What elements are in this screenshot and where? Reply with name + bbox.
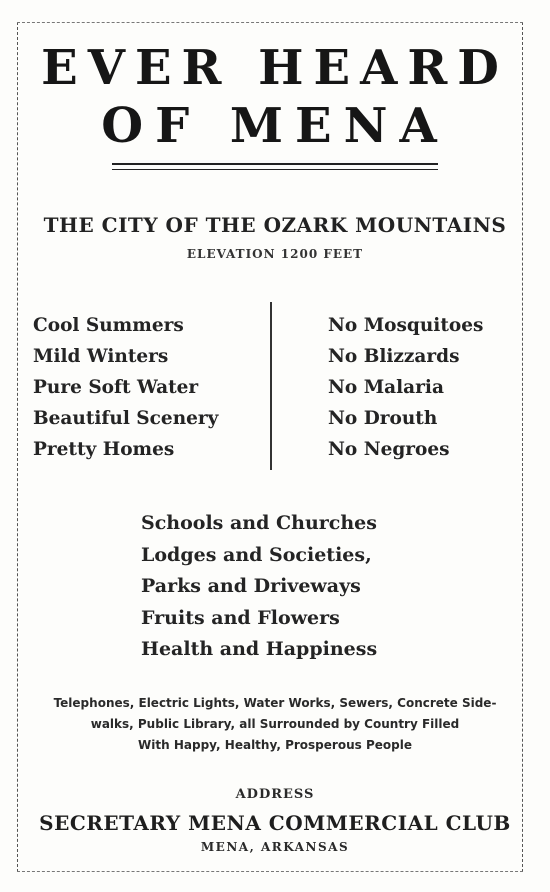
list-item: Parks and Driveways (141, 575, 361, 597)
headline-line-1: EVER HEARD (41, 40, 509, 96)
list-item: No Negroes (328, 439, 450, 460)
features-list-center (141, 508, 377, 666)
features-list-left (33, 310, 218, 465)
list-item: Schools and Churches (141, 512, 377, 534)
list-item: Beautiful Scenery (33, 408, 219, 429)
list-item: Fruits and Flowers (141, 606, 340, 629)
subtitle: THE CITY OF THE OZARK MOUNTAINS (43, 213, 507, 237)
list-item: No Malaria (328, 377, 444, 398)
list-item: Mild Winters (33, 346, 169, 367)
club-location: MENA, ARKANSAS (200, 840, 350, 854)
amenities-line: With Happy, Healthy, Prosperous People (138, 738, 412, 752)
list-item: Health and Happiness (141, 638, 378, 660)
double-rule-bottom (112, 169, 438, 170)
address-label: ADDRESS (235, 787, 315, 802)
list-item: Cool Summers (33, 315, 184, 336)
list-item: No Blizzards (328, 346, 460, 367)
column-divider (270, 302, 272, 470)
elevation-note: ELEVATION 1200 FEET (186, 247, 364, 261)
amenities-paragraph (20, 693, 530, 756)
list-item: Pretty Homes (33, 439, 175, 460)
headline-line-2: OF MENA (101, 98, 449, 154)
list-item: Pure Soft Water (33, 377, 199, 398)
list-item: No Drouth (328, 408, 438, 429)
features-list-right (328, 310, 483, 465)
amenities-line: walks, Public Library, all Surrounded by Country Filled (90, 717, 460, 731)
list-item: No Mosquitoes (328, 315, 484, 336)
amenities-line: Telephones, Electric Lights, Water Works, Sewers, Concrete Side- (53, 696, 497, 710)
double-rule-top (112, 163, 438, 165)
list-item: Lodges and Societies, (141, 543, 372, 566)
club-name: SECRETARY MENA COMMERCIAL CLUB (39, 811, 511, 835)
